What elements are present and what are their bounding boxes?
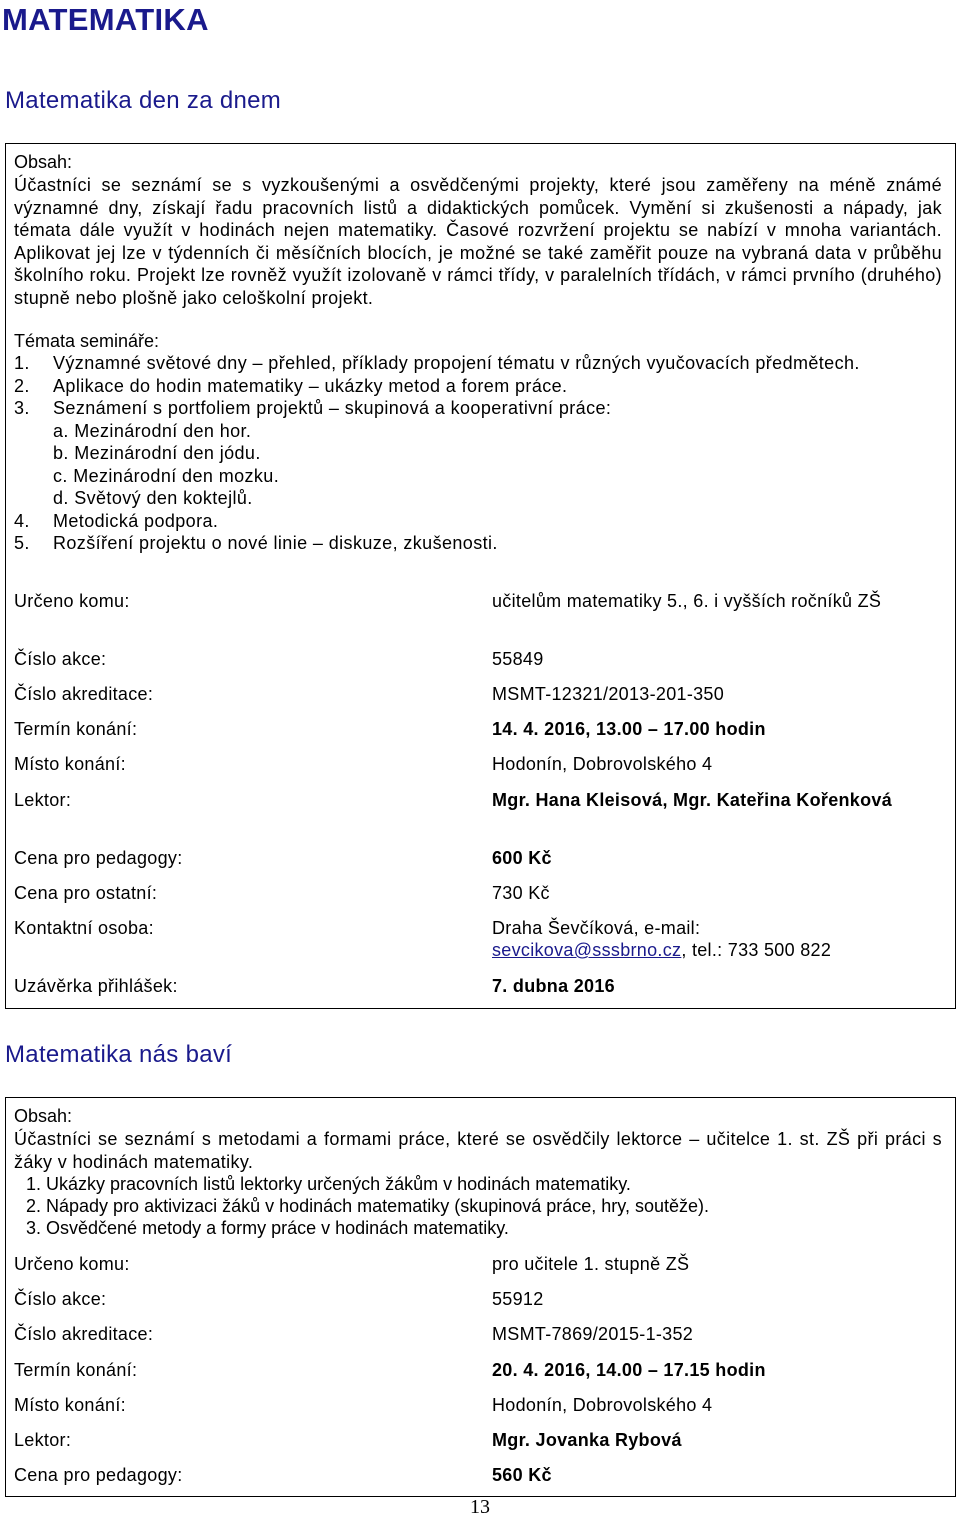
subtopic-item: b. Mezinárodní den jódu. <box>53 443 261 463</box>
topic-item: 5. Rozšíření projektu o nové linie – diskuze, zkušenosti. <box>14 533 498 553</box>
course-box-den-za-dnem: Obsah: Účastníci se seznámí se s vyzkoušenými a osvědčenými projekty, které jsou zaměřeny na méně známé významné dny, získají řadu pracovních listů a didaktických pomůcek. Vymění si zkušenosti a nápady, jak témata dále využít v hodinách nejen matematiky. Časové rozvržení projektu se nabízí v mnoha variantách. Aplikovat jej lze v týdenních či měsíčních blocích, je možné se také zaměřit pouze na vybraná data v průběhu školního roku. Projekt lze rovněž využít izolovaně v rámci třídy, v paralelních třídách, v rámci prvního (druhého) stupně nebo plošně jako celoškolní projekt. Témata semináře: 1. Významné světové dny – přehled, příklady propojení tématu v různých vyučovacích předmětech. 2. Aplikace do hodin matematiky – ukázky metod a forem práce. 3. Seznámení s portfoliem projektů – skupinová a kooperativní práce: a. Mezinárodní den hor. b. Mezinárodní den jódu. c. Mezinárodní den mozku. d. Světový den koktejlů. 4. Metodická podpora. 5. Rozšíření projektu o nové linie – diskuze, zkušenosti. Určeno komu: učitelům matematiky 5., 6. i vyšších ročníků ZŠ Číslo akce: 55849 Číslo akreditace: MSMT-12321/2013-201-350 Termín konání: 14. 4. 2016, 13.00 – 17.00 hodin Místo konání: Hodonín, Dobrovolského 4 Lektor: Mgr. Hana Kleisová, Mgr. Kateřina Kořenková Cena pro pedagogy: 600 Kč Cena pro ostatní: 730 Kč Kontaktní osoba: Draha Ševčíková, e-mail: sevcikova@sssbrno.cz, tel.: 733 500 822 Uzávěrka přihlášek: 7. dubna 2016 <box>5 143 956 1009</box>
course-description: Účastníci se seznámí s metodami a formami práce, které se osvědčily lektorce – učitelce 1. st. ZŠ při práci s žáky v hodinách matematiky. <box>14 1129 942 1172</box>
content-item: 3. Osvědčené metody a formy práce v hodinách matematiky. <box>26 1218 509 1238</box>
subtopic-item: d. Světový den koktejlů. <box>53 488 253 508</box>
page-number: 13 <box>470 1496 490 1518</box>
subtopic-item: c. Mezinárodní den mozku. <box>53 465 280 486</box>
page-title: MATEMATIKA <box>2 2 209 37</box>
topics-list <box>14 352 942 555</box>
obsah-label: Obsah: <box>14 152 73 172</box>
contact-email-link[interactable]: sevcikova@sssbrno.cz <box>492 940 682 960</box>
course-box-nas-bavi: Obsah: Účastníci se seznámí s metodami a formami práce, které se osvědčily lektorce – učitelce 1. st. ZŠ při práci s žáky v hodinách matematiky. 1. Ukázky pracovních listů lektorky určených žákům v hodinách matematiky. 2. Nápady pro aktivizaci žáků v hodinách matematiky (skupinová práce, hry, soutěže). 3. Osvědčené metody a formy práce v hodinách matematiky. Určeno komu: pro učitele 1. stupně ZŠ Číslo akce: 55912 Číslo akreditace: MSMT-7869/2015-1-352 Termín konání: 20. 4. 2016, 14.00 – 17.15 hodin Místo konání: Hodonín, Dobrovolského 4 Lektor: Mgr. Jovanka Rybová Cena pro pedagogy: 560 Kč <box>5 1097 956 1497</box>
topic-item: 3. Seznámení s portfoliem projektů – skupinová a kooperativní práce: <box>14 398 612 418</box>
subtopic-item: a. Mezinárodní den hor. <box>53 420 252 441</box>
content-item: 2. Nápady pro aktivizaci žáků v hodinách matematiky (skupinová práce, hry, soutěže). <box>26 1196 709 1216</box>
topic-item: 1. Významné světové dny – přehled, příklady propojení tématu v různých vyučovacích předmětech. <box>14 353 860 373</box>
section-heading-den-za-dnem: Matematika den za dnem <box>5 87 282 114</box>
obsah-label: Obsah: <box>14 1106 73 1126</box>
course-description: Účastníci se seznámí se s vyzkoušenými a osvědčenými projekty, které jsou zaměřeny na méně známé významné dny, získají řadu pracovních listů a didaktických pomůcek. Vymění si zkušenosti a nápady, jak témata dále využít v hodinách nejen matematiky. Časové rozvržení projektu se nabízí v mnoha variantách. Aplikovat jej lze v týdenních či měsíčních blocích, je možné se také zaměřit pouze na vybraná data v průběhu školního roku. Projekt lze rovněž využít izolovaně v rámci třídy, v paralelních třídách, v rámci prvního (druhého) stupně nebo plošně jako celoškolní projekt. <box>14 175 942 308</box>
topics-label: Témata semináře: <box>14 331 160 351</box>
topic-item: 2. Aplikace do hodin matematiky – ukázky metod a forem práce. <box>14 375 568 396</box>
topic-item: 4. Metodická podpora. <box>14 510 219 531</box>
content-item: 1. Ukázky pracovních listů lektorky určených žákům v hodinách matematiky. <box>26 1174 631 1194</box>
section-heading-nas-bavi: Matematika nás baví <box>5 1041 233 1068</box>
